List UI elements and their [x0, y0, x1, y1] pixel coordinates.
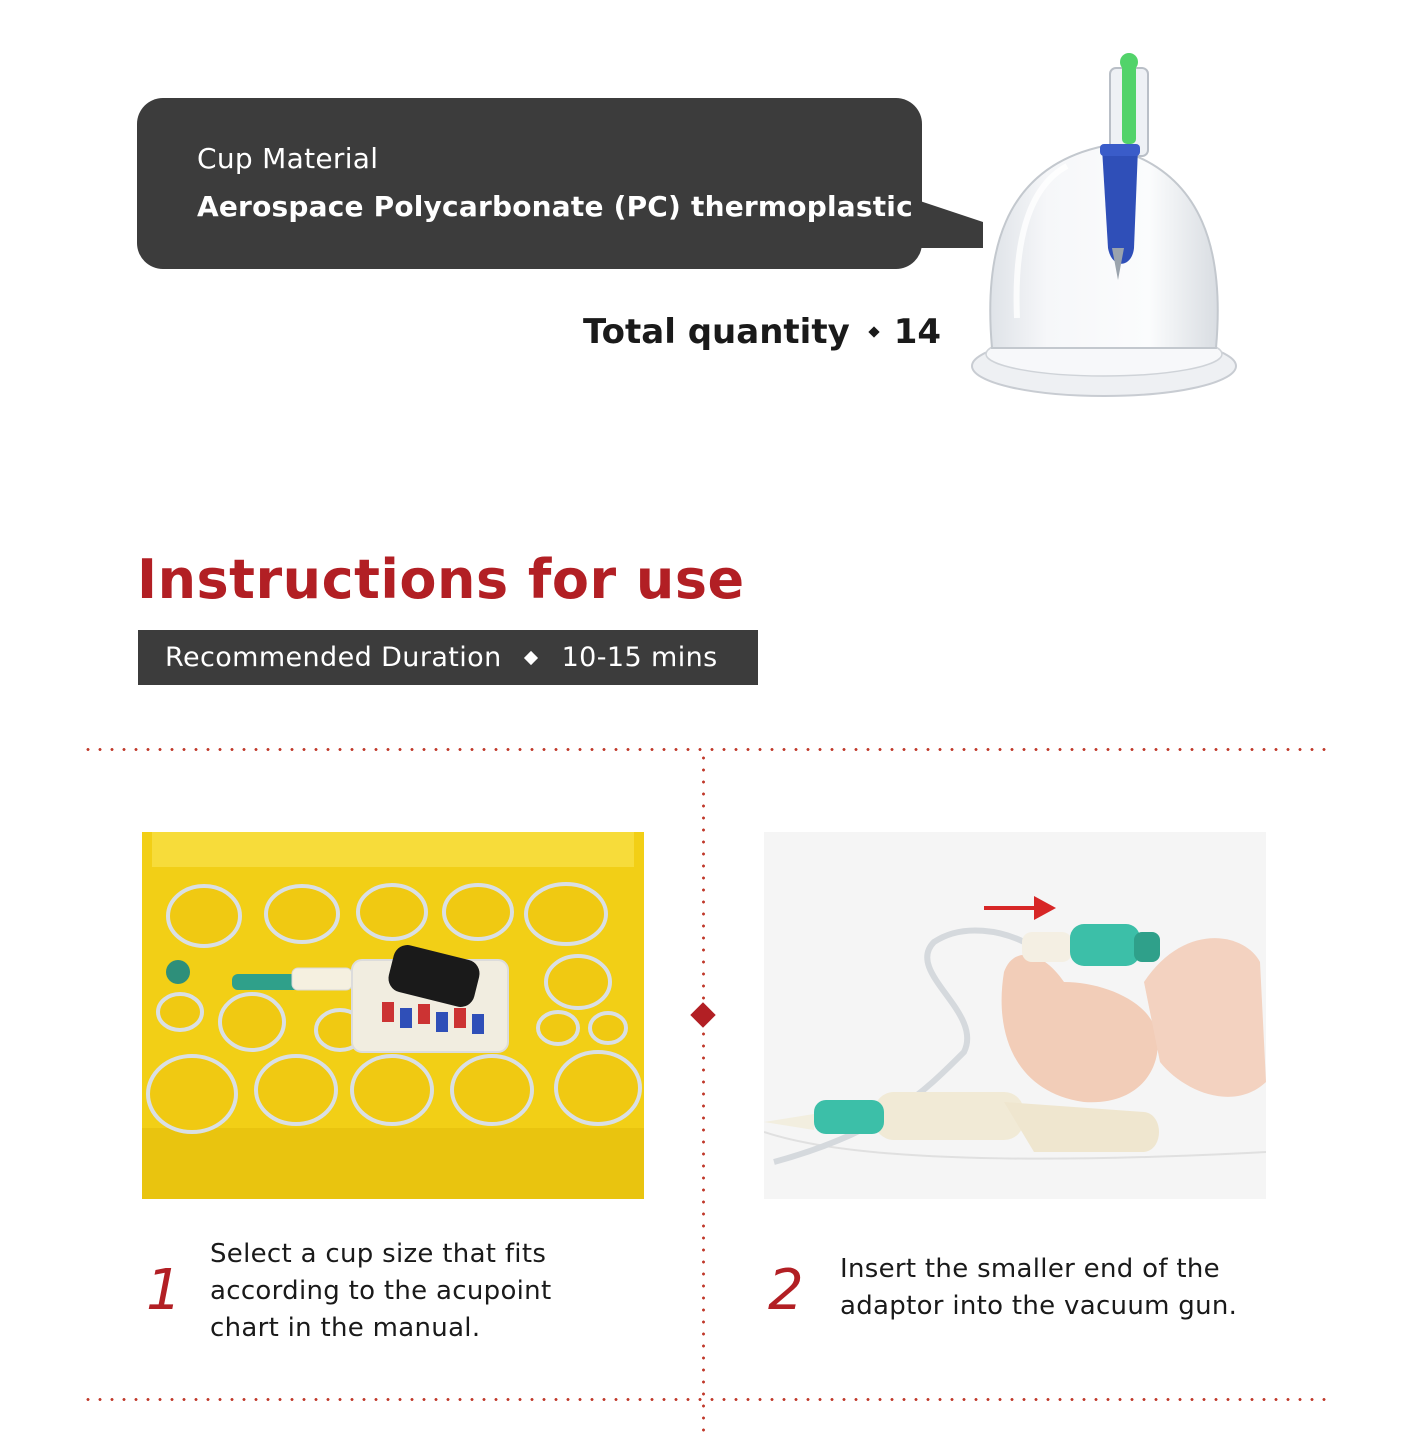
- step-2-number: 2: [768, 1258, 804, 1323]
- step-1-line-2: according to the acupoint: [210, 1276, 552, 1306]
- cupping-kit-box-image: [142, 832, 644, 1199]
- top-dotted-divider: [82, 748, 1327, 751]
- adaptor-insertion-image: [764, 832, 1266, 1199]
- diamond-separator-icon: [868, 326, 879, 337]
- instructions-title: Instructions for use: [137, 548, 745, 611]
- material-value: Aerospace Polycarbonate (PC) thermoplastic: [197, 190, 913, 223]
- step-1-text: [210, 1236, 551, 1347]
- material-label: Cup Material: [197, 142, 379, 175]
- total-quantity: [583, 310, 941, 354]
- step-2-photo: [764, 832, 1266, 1199]
- step-1-line-1: Select a cup size that fits: [210, 1239, 547, 1269]
- quantity-value: 14: [893, 312, 942, 352]
- center-diamond-icon: [690, 1002, 715, 1027]
- diamond-separator-icon: [524, 650, 538, 664]
- step-1-line-3: chart in the manual.: [210, 1313, 481, 1343]
- duration-value: 10-15 mins: [561, 642, 718, 673]
- duration-bar: [138, 630, 758, 685]
- step-1-number: 1: [146, 1258, 182, 1323]
- step-1-photo: [142, 832, 644, 1199]
- duration-label: Recommended Duration: [165, 642, 502, 673]
- material-bubble: [137, 98, 922, 269]
- center-dotted-divider: [702, 752, 705, 1440]
- step-2-text: [840, 1251, 1237, 1325]
- cupping-cup-image: [962, 48, 1252, 408]
- step-2-line-1: Insert the smaller end of the: [840, 1254, 1220, 1284]
- step-2-line-2: adaptor into the vacuum gun.: [840, 1291, 1238, 1321]
- quantity-label: Total quantity: [583, 312, 850, 352]
